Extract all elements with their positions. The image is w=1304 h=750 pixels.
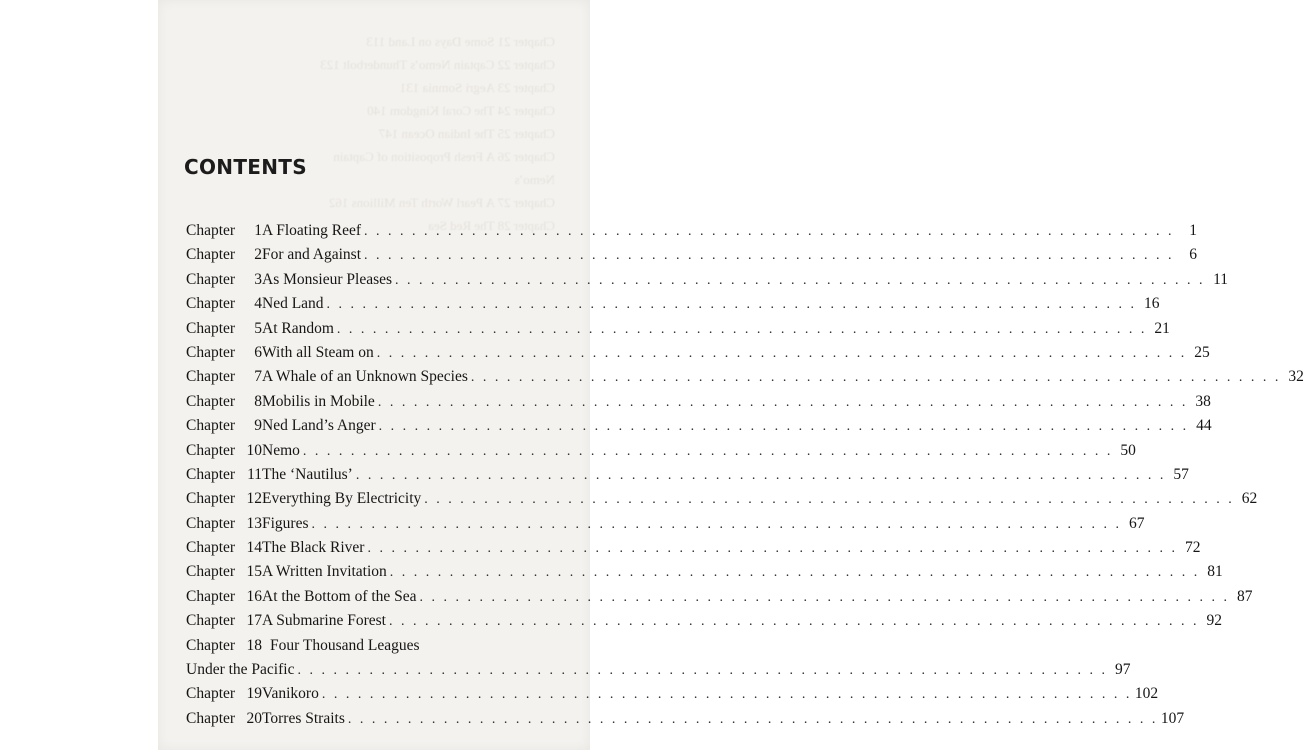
bleed-line: Chapter 24 The Coral Kingdom 140 (367, 103, 555, 118)
leader-dots (337, 322, 1147, 338)
chapter-number: 8 (254, 392, 262, 410)
leader-dots (379, 419, 1189, 435)
bleed-line: Chapter 22 Captain Nemo’s Thunderbolt 123 (320, 57, 555, 72)
leader-dots (389, 614, 1199, 630)
toc-entry (186, 612, 1222, 636)
chapter-label (186, 393, 262, 411)
chapter-word: Chapter (186, 514, 236, 532)
chapter-word: Chapter (186, 441, 236, 459)
leader-dots (312, 517, 1122, 533)
leader-dots (424, 492, 1234, 508)
chapter-label (186, 271, 262, 289)
chapter-number: 2 (254, 246, 262, 264)
chapter-label (186, 685, 262, 703)
toc-entry (186, 709, 1185, 734)
chapter-title: A Floating Reef (262, 222, 362, 239)
chapter-number: 20 (246, 709, 262, 727)
toc-entry (186, 270, 1229, 295)
leader-dots (471, 370, 1281, 386)
chapter-word: Chapter (186, 417, 236, 435)
chapter-title: Ned Land (262, 295, 324, 313)
chapter-title-continuation: Under the Pacific (186, 661, 295, 679)
leader-dots (356, 468, 1166, 484)
page-number: 44 (1196, 417, 1212, 435)
page-number: 21 (1154, 319, 1170, 337)
chapter-number: 16 (246, 587, 262, 605)
page-number: 92 (1206, 612, 1222, 630)
chapter-word: Chapter (186, 246, 236, 264)
chapter-word: Chapter (186, 270, 236, 288)
toc-entry (186, 514, 1145, 539)
page-number: 25 (1194, 343, 1210, 361)
chapter-word: Chapter (186, 685, 236, 703)
chapter-title: Everything By Electricity (262, 490, 422, 508)
leader-dots (378, 395, 1188, 411)
chapter-number: 9 (254, 417, 262, 435)
page-number: 67 (1129, 514, 1145, 532)
chapter-title: Four Thousand Leagues (270, 636, 420, 654)
chapter-label (186, 710, 262, 728)
toc-entry (186, 465, 1189, 490)
chapter-number: 15 (246, 563, 262, 581)
chapter-number: 14 (246, 539, 262, 557)
toc-entry (186, 246, 1198, 270)
chapter-label (186, 442, 262, 460)
chapter-label (186, 466, 262, 484)
chapter-word: Chapter (186, 465, 236, 483)
chapter-number: 12 (246, 490, 262, 508)
page-number: 57 (1173, 465, 1189, 483)
chapter-number: 6 (254, 343, 262, 361)
chapter-word: Chapter (186, 222, 236, 239)
chapter-title: For and Against (262, 246, 362, 264)
chapter-title: At Random (262, 319, 334, 337)
chapter-word: Chapter (186, 368, 236, 386)
page-number: 87 (1237, 587, 1253, 605)
chapter-title: With all Steam on (262, 343, 374, 361)
chapter-label (186, 417, 262, 435)
toc-entry (186, 319, 1170, 344)
chapter-word: Chapter (186, 343, 236, 361)
leader-dots (297, 663, 1107, 679)
chapter-number: 19 (246, 685, 262, 703)
toc-entry (186, 490, 1258, 514)
leader-dots (327, 297, 1137, 313)
bleed-line: Chapter 23 Aegri Somnia 131 (399, 80, 555, 95)
chapter-number: 11 (247, 465, 262, 483)
chapter-word: Chapter (186, 709, 236, 727)
chapter-title: A Written Invitation (262, 563, 387, 581)
page-number: 97 (1114, 661, 1131, 679)
chapter-label (186, 368, 262, 386)
chapter-label (186, 295, 262, 313)
chapter-title: The Black River (262, 539, 365, 557)
chapter-number: 10 (246, 441, 262, 459)
leader-dots (420, 590, 1230, 606)
chapter-word: Chapter (186, 587, 236, 605)
chapter-number: 18 (246, 636, 262, 654)
page-number: 81 (1207, 563, 1223, 581)
leader-dots (348, 712, 1158, 728)
toc-entry (186, 587, 1253, 612)
chapter-title: Vanikoro (262, 685, 319, 703)
toc-entry (186, 563, 1223, 587)
chapter-number: 1 (254, 222, 262, 239)
leader-dots (377, 346, 1187, 362)
chapter-title: A Whale of an Unknown Species (262, 368, 468, 386)
chapter-word: Chapter (186, 319, 236, 337)
page-number: 1 (1189, 222, 1198, 239)
toc-entry (186, 685, 1159, 709)
toc-entry (186, 539, 1201, 563)
chapter-title: At the Bottom of the Sea (262, 587, 417, 605)
leader-dots (395, 273, 1205, 289)
chapter-label (186, 539, 262, 557)
chapter-label (186, 612, 262, 630)
bleed-line: Chapter 27 A Pearl Worth Ten Millions 162 (328, 195, 555, 210)
page-number: 107 (1160, 709, 1185, 727)
chapter-word: Chapter (186, 392, 236, 410)
leader-dots (364, 248, 1174, 264)
chapter-label (186, 490, 262, 508)
chapter-label (186, 320, 262, 338)
chapter-word: Chapter (186, 490, 236, 508)
bleed-line: Chapter 28 The Red Sea (428, 218, 555, 233)
chapter-word: Chapter (186, 539, 236, 557)
chapter-label (186, 222, 262, 240)
toc-entry (186, 222, 1198, 246)
chapter-word: Chapter (186, 295, 236, 313)
toc-entry (186, 392, 1211, 417)
chapter-title: Mobilis in Mobile (262, 392, 375, 410)
toc-entry (186, 637, 552, 661)
bleed-line: Chapter 26 A Fresh Proposition of Captain (333, 149, 555, 164)
chapter-title: Figures (262, 514, 309, 532)
leader-dots (390, 565, 1200, 581)
chapter-title: A Submarine Forest (262, 612, 386, 630)
page-number: 50 (1120, 441, 1136, 459)
chapter-title: Torres Straits (262, 709, 345, 727)
page-number: 38 (1195, 392, 1211, 410)
toc-entry (186, 343, 1210, 368)
page-number: 6 (1189, 246, 1198, 264)
page-number: 62 (1241, 490, 1258, 508)
chapter-number: 7 (254, 368, 262, 386)
leader-dots (364, 224, 1174, 240)
toc-entry (186, 295, 1160, 319)
chapter-label (186, 637, 270, 655)
chapter-title: As Monsieur Pleases (262, 270, 393, 288)
chapter-number: 5 (254, 319, 262, 337)
toc-entry (186, 368, 1304, 392)
chapter-label (186, 588, 262, 606)
bleed-line: Chapter 21 Some Days on Land 113 (366, 34, 555, 49)
page-number: 102 (1134, 685, 1159, 703)
chapter-number: 17 (246, 612, 262, 630)
chapter-word: Chapter (186, 636, 236, 654)
page-number: 72 (1184, 539, 1201, 557)
leader-dots (303, 444, 1113, 460)
bleed-line: Nemo’s (514, 172, 555, 187)
toc-entry-continuation (186, 661, 1131, 685)
bleed-line: Chapter 25 The Indian Ocean 147 (378, 126, 555, 141)
toc-entry (186, 441, 1136, 466)
chapter-number: 3 (254, 270, 262, 288)
toc-entry (186, 417, 1212, 441)
page-number: 16 (1144, 295, 1160, 313)
chapter-label (186, 515, 262, 533)
page-number: 11 (1213, 270, 1229, 288)
table-of-contents (186, 222, 1304, 734)
chapter-title: Nemo (262, 441, 300, 459)
leader-dots (322, 687, 1132, 703)
chapter-number: 4 (254, 295, 262, 313)
chapter-title: Ned Land’s Anger (262, 417, 376, 435)
chapter-label (186, 246, 262, 264)
page-number: 32 (1288, 368, 1304, 386)
chapter-number: 13 (246, 514, 262, 532)
chapter-word: Chapter (186, 563, 236, 581)
leader-dots (367, 541, 1177, 557)
chapter-title: The ‘Nautilus’ (262, 465, 353, 483)
chapter-label (186, 344, 262, 362)
contents-heading: CONTENTS (184, 155, 307, 179)
chapter-label (186, 563, 262, 581)
chapter-word: Chapter (186, 612, 236, 630)
